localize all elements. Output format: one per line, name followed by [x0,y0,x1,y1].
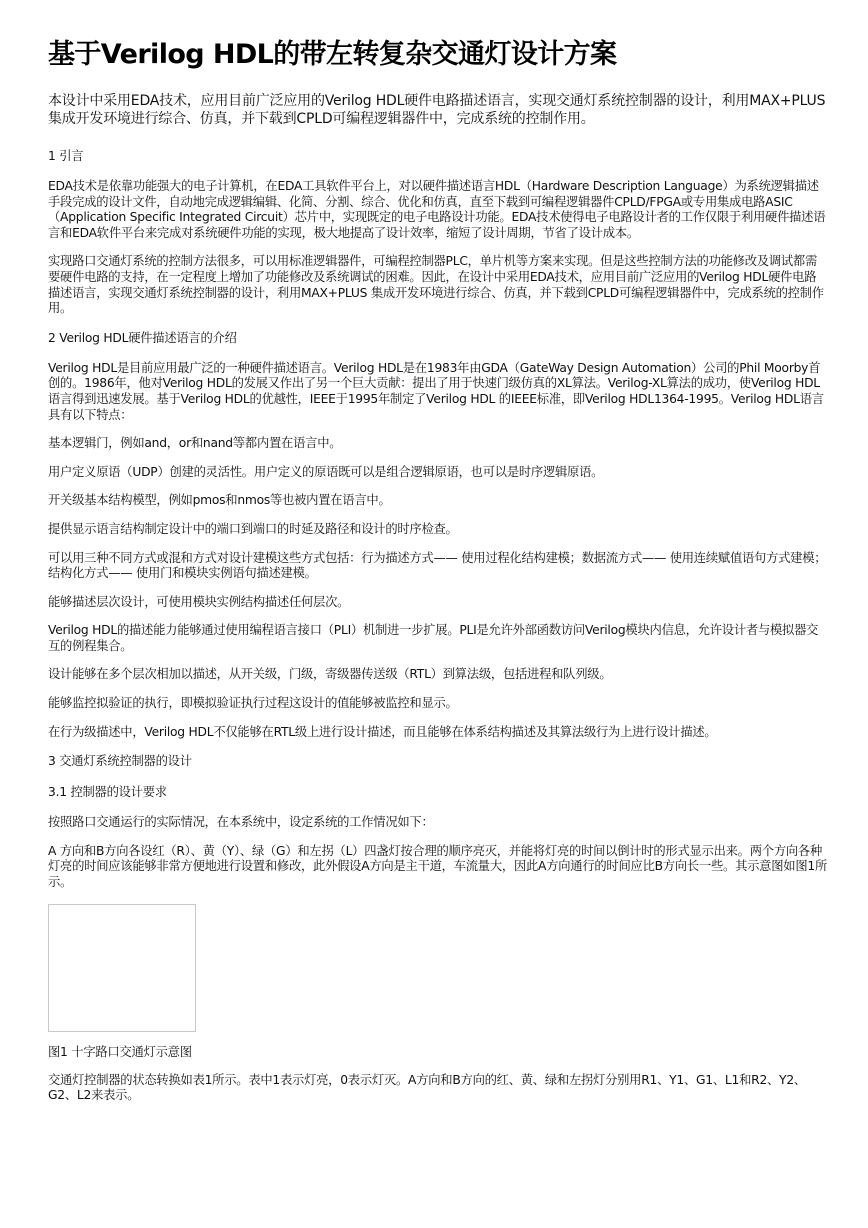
feature-item: 开关级基本结构模型，例如pmos和nmos等也被内置在语言中。 [48,493,391,508]
feature-item: 可以用三种不同方式或混和方式对设计建模这些方式包括：行为描述方式—— 使用过程化结构建模；数据流方式—— 使用连续赋值语句方式建模；结构化方式—— 使用门和模块实例语句描述建模。 [48,550,827,581]
paragraph: A 方向和B方向各设红（R）、黄（Y）、绿（G）和左拐（L）四盏灯按合理的顺序亮灭，并能将灯亮的时间以倒计时的形式显示出来。两个方向各种灯亮的时间应该能够非常方便地进行设置和修改，此外假设A方向是主干道，车流量大，因此A方向通行的时间应比B方向长一些。其示意图如图1所示。 [48,843,827,890]
section-heading-3-1: 3.1 控制器的设计要求 [48,785,167,800]
lead-paragraph: 本设计中采用EDA技术，应用目前广泛应用的Verilog HDL硬件电路描述语言，实现交通灯系统控制器的设计，利用MAX+PLUS 集成开发环境进行综合、仿真，并下载到CPLD可编程逻辑器件中，完成系统的控制作用。 [48,93,826,127]
paragraph: 实现路口交通灯系统的控制方法很多，可以用标准逻辑器件，可编程控制器PLC，单片机等方案来实现。但是这些控制方法的功能修改及调试都需要硬件电路的支持，在一定程度上增加了功能修改及系统调试的困难。因此，在设计中采用EDA技术，应用目前广泛应用的Verilog HDL硬件电路描述语言，实现交通灯系统控制器的设计，利用MAX+PLUS 集成开发环境进行综合、仿真，并下载到CPLD可编程逻辑器件中，完成系统的控制作用。 [48,254,824,316]
feature-item: 设计能够在多个层次相加以描述，从开关级，门级，寄级器传送级（RTL）到算法级，包括进程和队列级。 [48,667,612,682]
page-title: 基于Verilog HDL的带左转复杂交通灯设计方案 [48,39,617,70]
section-heading-3: 3 交通灯系统控制器的设计 [48,754,192,769]
section-heading-1: 1 引言 [48,149,84,163]
feature-item: 用户定义原语（UDP）创建的灵活性。用户定义的原语既可以是组合逻辑原语，也可以是时序逻辑原语。 [48,464,604,479]
feature-item: 提供显示语言结构制定设计中的端口到端口的时延及路径和设计的时序检查。 [48,521,458,536]
feature-item: 能够监控拟验证的执行，即模拟验证执行过程这设计的值能够被监控和显示。 [48,696,458,711]
paragraph: 交通灯控制器的状态转换如表1所示。表中1表示灯亮，0表示灯灭。A方向和B方向的红、黄、绿和左拐灯分别用R1、Y1、G1、L1和R2、Y2、G2、L2来表示。 [48,1072,806,1103]
feature-item: 在行为级描述中，Verilog HDL不仅能够在RTL级上进行设计描述，而且能够在体系结构描述及其算法级行为上进行设计描述。 [48,724,717,739]
feature-item: Verilog HDL的描述能力能够通过使用编程语言接口（PLI）机制进一步扩展。PLI是允许外部函数访问Verilog模块内信息，允许设计者与模拟器交互的例程集合。 [48,623,819,653]
paragraph: 按照路口交通运行的实际情况，在本系统中，设定系统的工作情况如下： [48,815,434,830]
figure-1-image-placeholder [48,904,196,1032]
feature-item: 基本逻辑门，例如and，or和nand等都内置在语言中。 [48,436,342,451]
figure-caption: 图1 十字路口交通灯示意图 [48,1044,192,1059]
section-heading-2: 2 Verilog HDL硬件描述语言的介绍 [48,330,237,345]
feature-item: 能够描述层次设计，可使用模块实例结构描述任何层次。 [48,594,350,609]
paragraph: Verilog HDL是目前应用最广泛的一种硬件描述语言。Verilog HDL是在1983年由GDA（GateWay Design Automation）公司的Phil Moorby首创的。1986年，他对Verilog HDL的发展又作出了另一个巨大贡献：提出了用于快速门级仿真的XL算法。Verilog-XL算法的成功，使Verilog HDL语言得到迅速发展。基于Verilog HDL的优越性，IEEE于1995年制定了Verilog HDL 的IEEE标准，即Verilog HDL1364-1995。Verilog HDL语言具有以下特点： [48,360,824,422]
document-page [48,36,828,1117]
paragraph: EDA技术是依靠功能强大的电子计算机，在EDA工具软件平台上，对以硬件描述语言HDL（Hardware Description Language）为系统逻辑描述手段完成的设计文件，自动地完成逻辑编辑、化简、分割、综合、优化和仿真，直至下载到可编程逻辑器件CPLD/FPGA或专用集成电路ASIC（Application Specific Integrated Circuit）芯片中，实现既定的电子电路设计功能。EDA技术使得电子电路设计者的工作仅限于利用硬件描述语言和EDA软件平台来完成对系统硬件功能的实现，极大地提高了设计效率，缩短了设计周期，节省了设计成本。 [48,179,826,240]
